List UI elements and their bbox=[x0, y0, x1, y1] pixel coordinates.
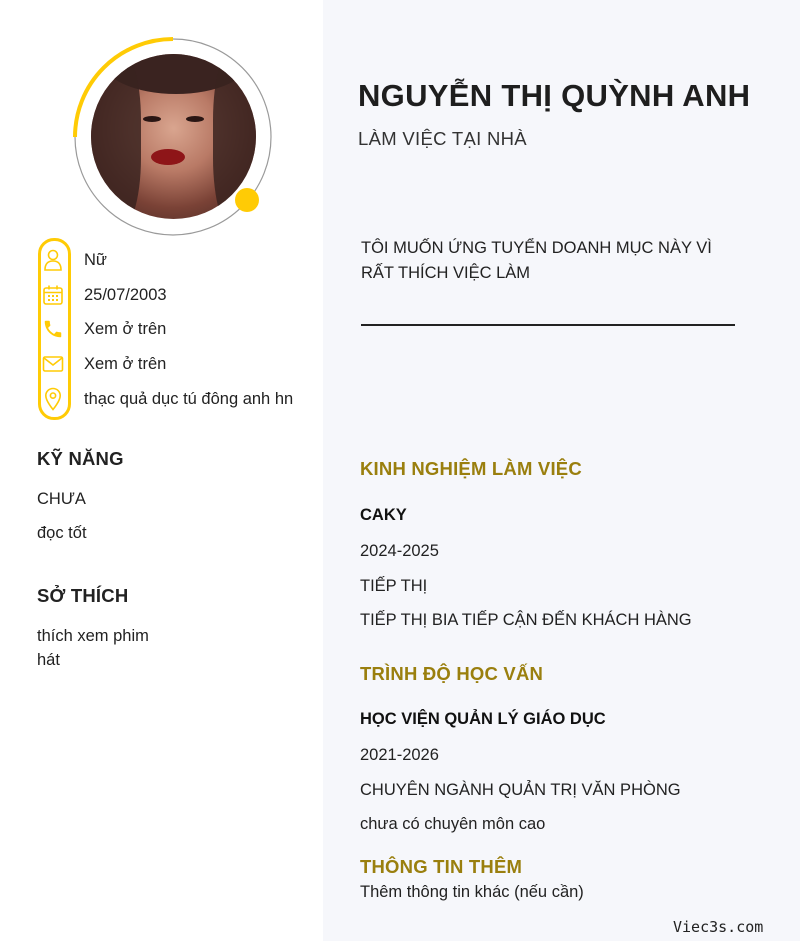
avatar bbox=[72, 36, 274, 238]
job-title: LÀM VIỆC TẠI NHÀ bbox=[358, 128, 527, 149]
location-pin-icon bbox=[40, 386, 66, 412]
contact-phone bbox=[40, 314, 167, 344]
calendar-icon bbox=[40, 282, 66, 308]
divider bbox=[361, 324, 735, 326]
education-note: chưa có chuyên môn cao bbox=[360, 815, 546, 833]
hobby-item: thích xem phim bbox=[37, 627, 149, 645]
experience-position: TIẾP THỊ bbox=[360, 577, 428, 595]
experience-company: CAKY bbox=[360, 506, 407, 524]
contact-gender-text: Nữ bbox=[84, 250, 107, 269]
phone-icon bbox=[40, 316, 66, 342]
experience-period: 2024-2025 bbox=[360, 542, 439, 560]
hobbies-title: SỞ THÍCH bbox=[37, 585, 129, 606]
user-icon bbox=[40, 247, 66, 273]
status-dot bbox=[235, 188, 259, 212]
education-period: 2021-2026 bbox=[360, 746, 439, 764]
contact-address bbox=[40, 384, 294, 414]
site-brand[interactable]: Viec3s.com bbox=[673, 918, 764, 936]
experience-title: KINH NGHIỆM LÀM VIỆC bbox=[360, 458, 582, 479]
education-title: TRÌNH ĐỘ HỌC VẤN bbox=[360, 663, 544, 684]
career-objective: TÔI MUỐN ỨNG TUYỂN DOANH MỤC NÀY VÌ RẤT THÍCH VIỆC LÀM bbox=[361, 239, 712, 282]
contact-gender bbox=[40, 245, 107, 275]
mail-icon bbox=[40, 351, 66, 377]
candidate-name: NGUYỄN THỊ QUỲNH ANH bbox=[358, 78, 751, 113]
contact-email-text: Xem ở trên bbox=[84, 354, 167, 373]
additional-info-text: Thêm thông tin khác (nếu cần) bbox=[360, 883, 584, 901]
contact-birthday bbox=[40, 280, 167, 310]
skills-title: KỸ NĂNG bbox=[37, 448, 124, 469]
education-school: HỌC VIỆN QUẢN LÝ GIÁO DỤC bbox=[360, 710, 606, 728]
contact-phone-text: Xem ở trên bbox=[84, 319, 167, 338]
contact-birthday-text: 25/07/2003 bbox=[84, 285, 167, 304]
skill-item: đọc tốt bbox=[37, 524, 87, 542]
skill-item: CHƯA bbox=[37, 490, 86, 508]
contact-address-text: thạc quả dục tú đông anh hn bbox=[84, 389, 294, 408]
additional-info-title: THÔNG TIN THÊM bbox=[360, 856, 523, 877]
experience-description: TIẾP THỊ BIA TIẾP CẬN ĐẾN KHÁCH HÀNG bbox=[360, 611, 692, 629]
contact-email bbox=[40, 349, 167, 379]
education-major: CHUYÊN NGÀNH QUẢN TRỊ VĂN PHÒNG bbox=[360, 781, 681, 799]
hobby-item: hát bbox=[37, 651, 60, 669]
profile-photo bbox=[91, 54, 256, 219]
